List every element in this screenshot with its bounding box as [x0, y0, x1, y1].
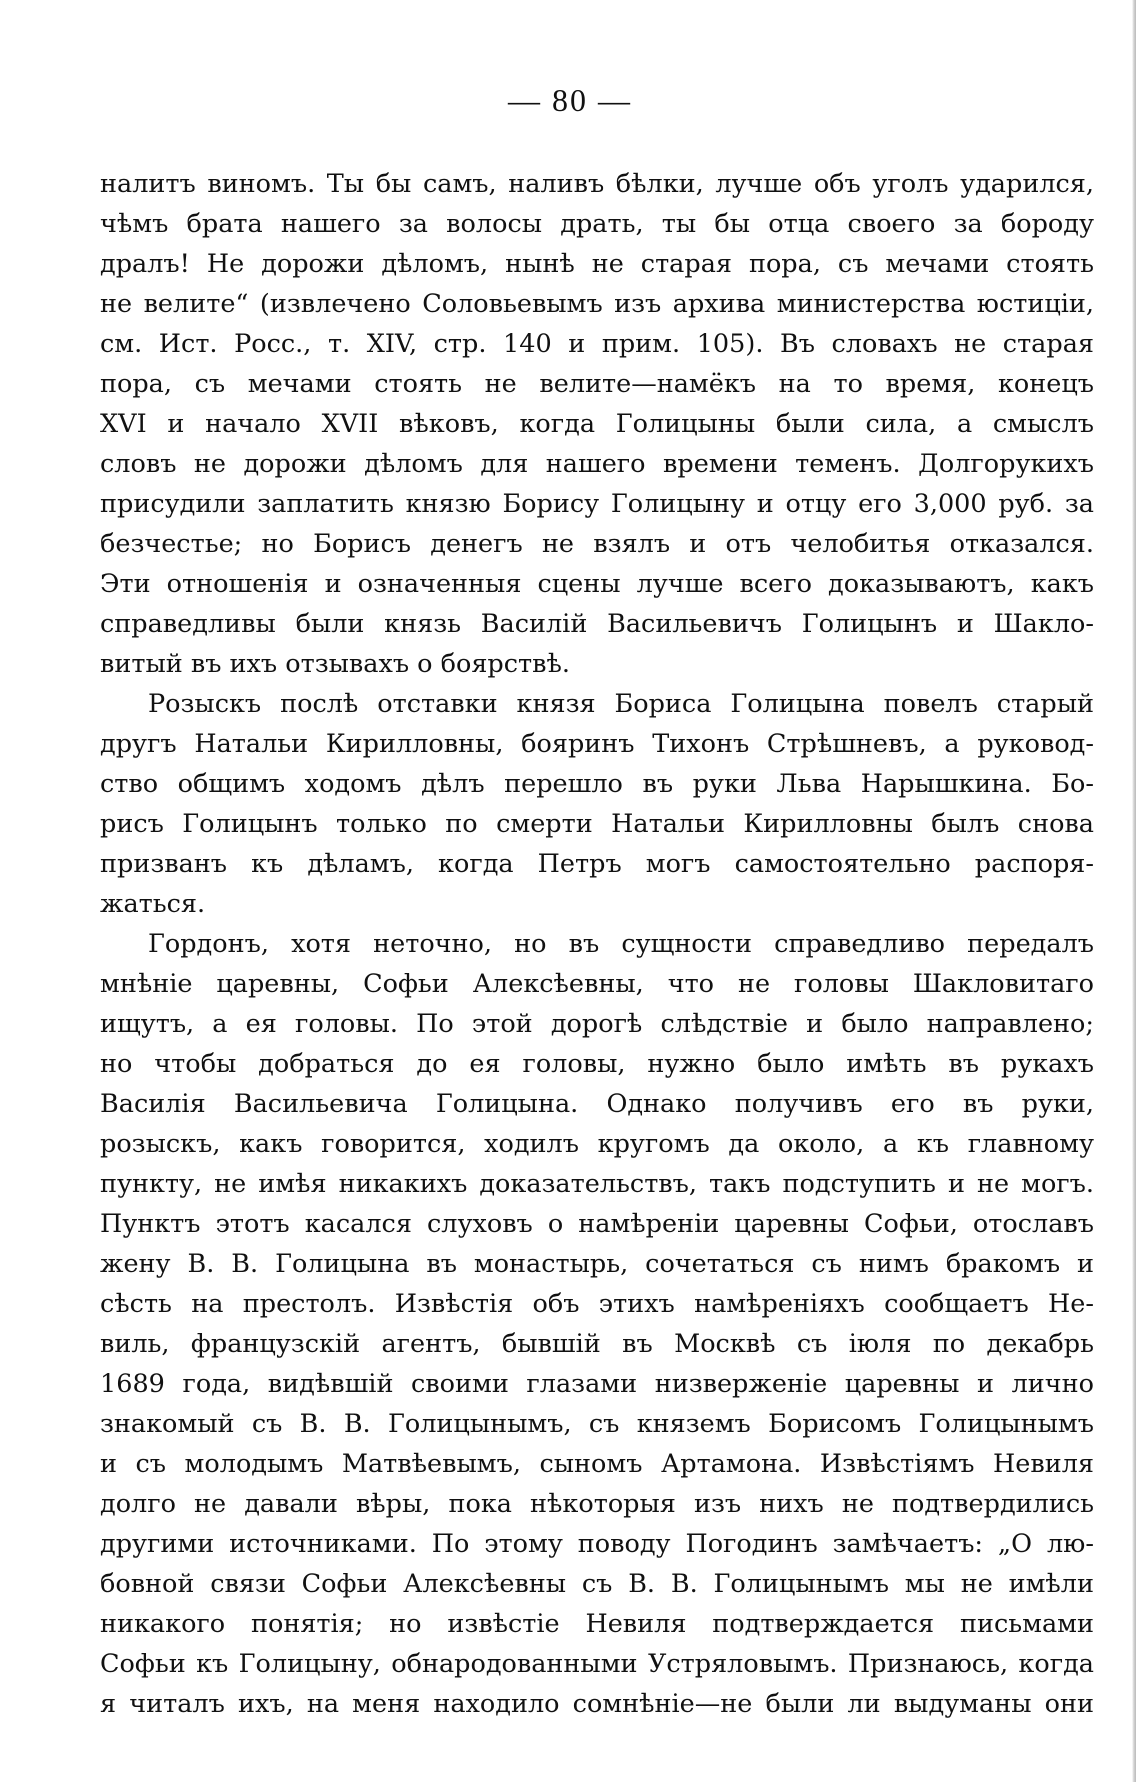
text-line: не велите“ (извлечено Соловьевымъ изъ архива министерства юстиціи, — [100, 289, 1094, 319]
text-line: безчестье; но Борисъ денегъ не взялъ и отъ челобитья отказался. — [100, 529, 1094, 559]
text-line: виль, французскій агентъ, бывшій въ Москвѣ съ іюля по декабрь — [100, 1329, 1094, 1359]
text-line: словъ не дорожи дѣломъ для нашего времени теменъ. Долгорукихъ — [100, 449, 1094, 479]
text-line: бовной связи Софьи Алексѣевны съ В. В. Голицынымъ мы не имѣли — [100, 1569, 1094, 1599]
text-line: другъ Натальи Кирилловны, бояринъ Тихонъ Стрѣшневъ, а руковод- — [100, 729, 1094, 759]
text-line: знакомый съ В. В. Голицынымъ, съ княземъ Борисомъ Голицынымъ — [100, 1409, 1094, 1439]
text-line: я читалъ ихъ, на меня находило сомнѣніе—не были ли выдуманы они — [100, 1689, 1094, 1719]
text-line: рисъ Голицынъ только по смерти Натальи Кирилловны былъ снова — [100, 809, 1094, 839]
text-line: Эти отношенія и означенныя сцены лучше всего доказываютъ, какъ — [100, 569, 1094, 599]
text-line: призванъ къ дѣламъ, когда Петръ могъ самостоятельно распоря- — [100, 849, 1094, 879]
text-line: витый въ ихъ отзывахъ о боярствѣ. — [100, 649, 570, 679]
text-line: чѣмъ брата нашего за волосы драть, ты бы отца своего за бороду — [100, 209, 1094, 239]
text-line: долго не давали вѣры, пока нѣкоторыя изъ нихъ не подтвердились — [100, 1489, 1094, 1519]
text-line: другими источниками. По этому поводу Погодинъ замѣчаетъ: „О лю- — [100, 1529, 1094, 1559]
text-line: Розыскъ послѣ отставки князя Бориса Голицына повелъ старый — [148, 689, 1094, 719]
text-line: налитъ виномъ. Ты бы самъ, наливъ бѣлки, лучше объ уголъ ударился, — [100, 169, 1094, 199]
text-line: розыскъ, какъ говорится, ходилъ кругомъ да около, а къ главному — [100, 1129, 1094, 1159]
text-line: см. Ист. Росс., т. XIV, стр. 140 и прим. 105). Въ словахъ не старая — [100, 329, 1094, 359]
text-line: 1689 года, видѣвшій своими глазами низверженіе царевны и лично — [100, 1369, 1094, 1399]
text-line: Софьи къ Голицыну, обнародованными Устряловымъ. Признаюсь, когда — [100, 1649, 1094, 1679]
text-line: пора, съ мечами стоять не велите—намёкъ на то время, конецъ — [100, 369, 1094, 399]
text-line: жену В. В. Голицына въ монастырь, сочетаться съ нимъ бракомъ и — [100, 1249, 1094, 1279]
paragraph-1 — [100, 164, 1094, 684]
text-line: XVI и начало XVII вѣковъ, когда Голицыны были сила, а смыслъ — [100, 409, 1094, 439]
body-text — [100, 164, 1094, 1724]
text-line: Василія Васильевича Голицына. Однако получивъ его въ руки, — [100, 1089, 1094, 1119]
text-line: Гордонъ, хотя неточно, но въ сущности справедливо передалъ — [148, 929, 1094, 959]
text-line: мнѣніе царевны, Софьи Алексѣевны, что не головы Шакловитаго — [100, 969, 1094, 999]
text-line: никакого понятія; но извѣстіе Невиля подтверждается письмами — [100, 1609, 1094, 1639]
paragraph-2 — [100, 684, 1094, 924]
text-line: но чтобы добраться до ея головы, нужно было имѣть въ рукахъ — [100, 1049, 1094, 1079]
paragraph-3 — [100, 924, 1094, 1724]
text-line: Пунктъ этотъ касался слуховъ о намѣреніи царевны Софьи, отославъ — [100, 1209, 1094, 1239]
text-line: ищутъ, а ея головы. По этой дорогѣ слѣдствіе и было направлено; — [100, 1009, 1094, 1039]
page-number: — 80 — — [508, 82, 632, 118]
text-line: и съ молодымъ Матвѣевымъ, сыномъ Артамона. Извѣстіямъ Невиля — [100, 1449, 1094, 1479]
text-line: пункту, не имѣя никакихъ доказательствъ, такъ подступить и не могъ. — [100, 1169, 1094, 1199]
text-line: ство общимъ ходомъ дѣлъ перешло въ руки Льва Нарышкина. Бо- — [100, 769, 1094, 799]
text-line: дралъ! Не дорожи дѣломъ, нынѣ не старая пора, съ мечами стоять — [100, 249, 1094, 279]
text-line: жаться. — [100, 889, 206, 919]
page-edge-shadow — [1132, 0, 1136, 1782]
text-line: присудили заплатить князю Борису Голицыну и отцу его 3,000 руб. за — [100, 489, 1094, 519]
text-line: сѣсть на престолъ. Извѣстія объ этихъ намѣреніяхъ сообщаетъ Не- — [100, 1289, 1094, 1319]
text-line: справедливы были князь Василій Васильевичъ Голицынъ и Шакло- — [100, 609, 1094, 639]
